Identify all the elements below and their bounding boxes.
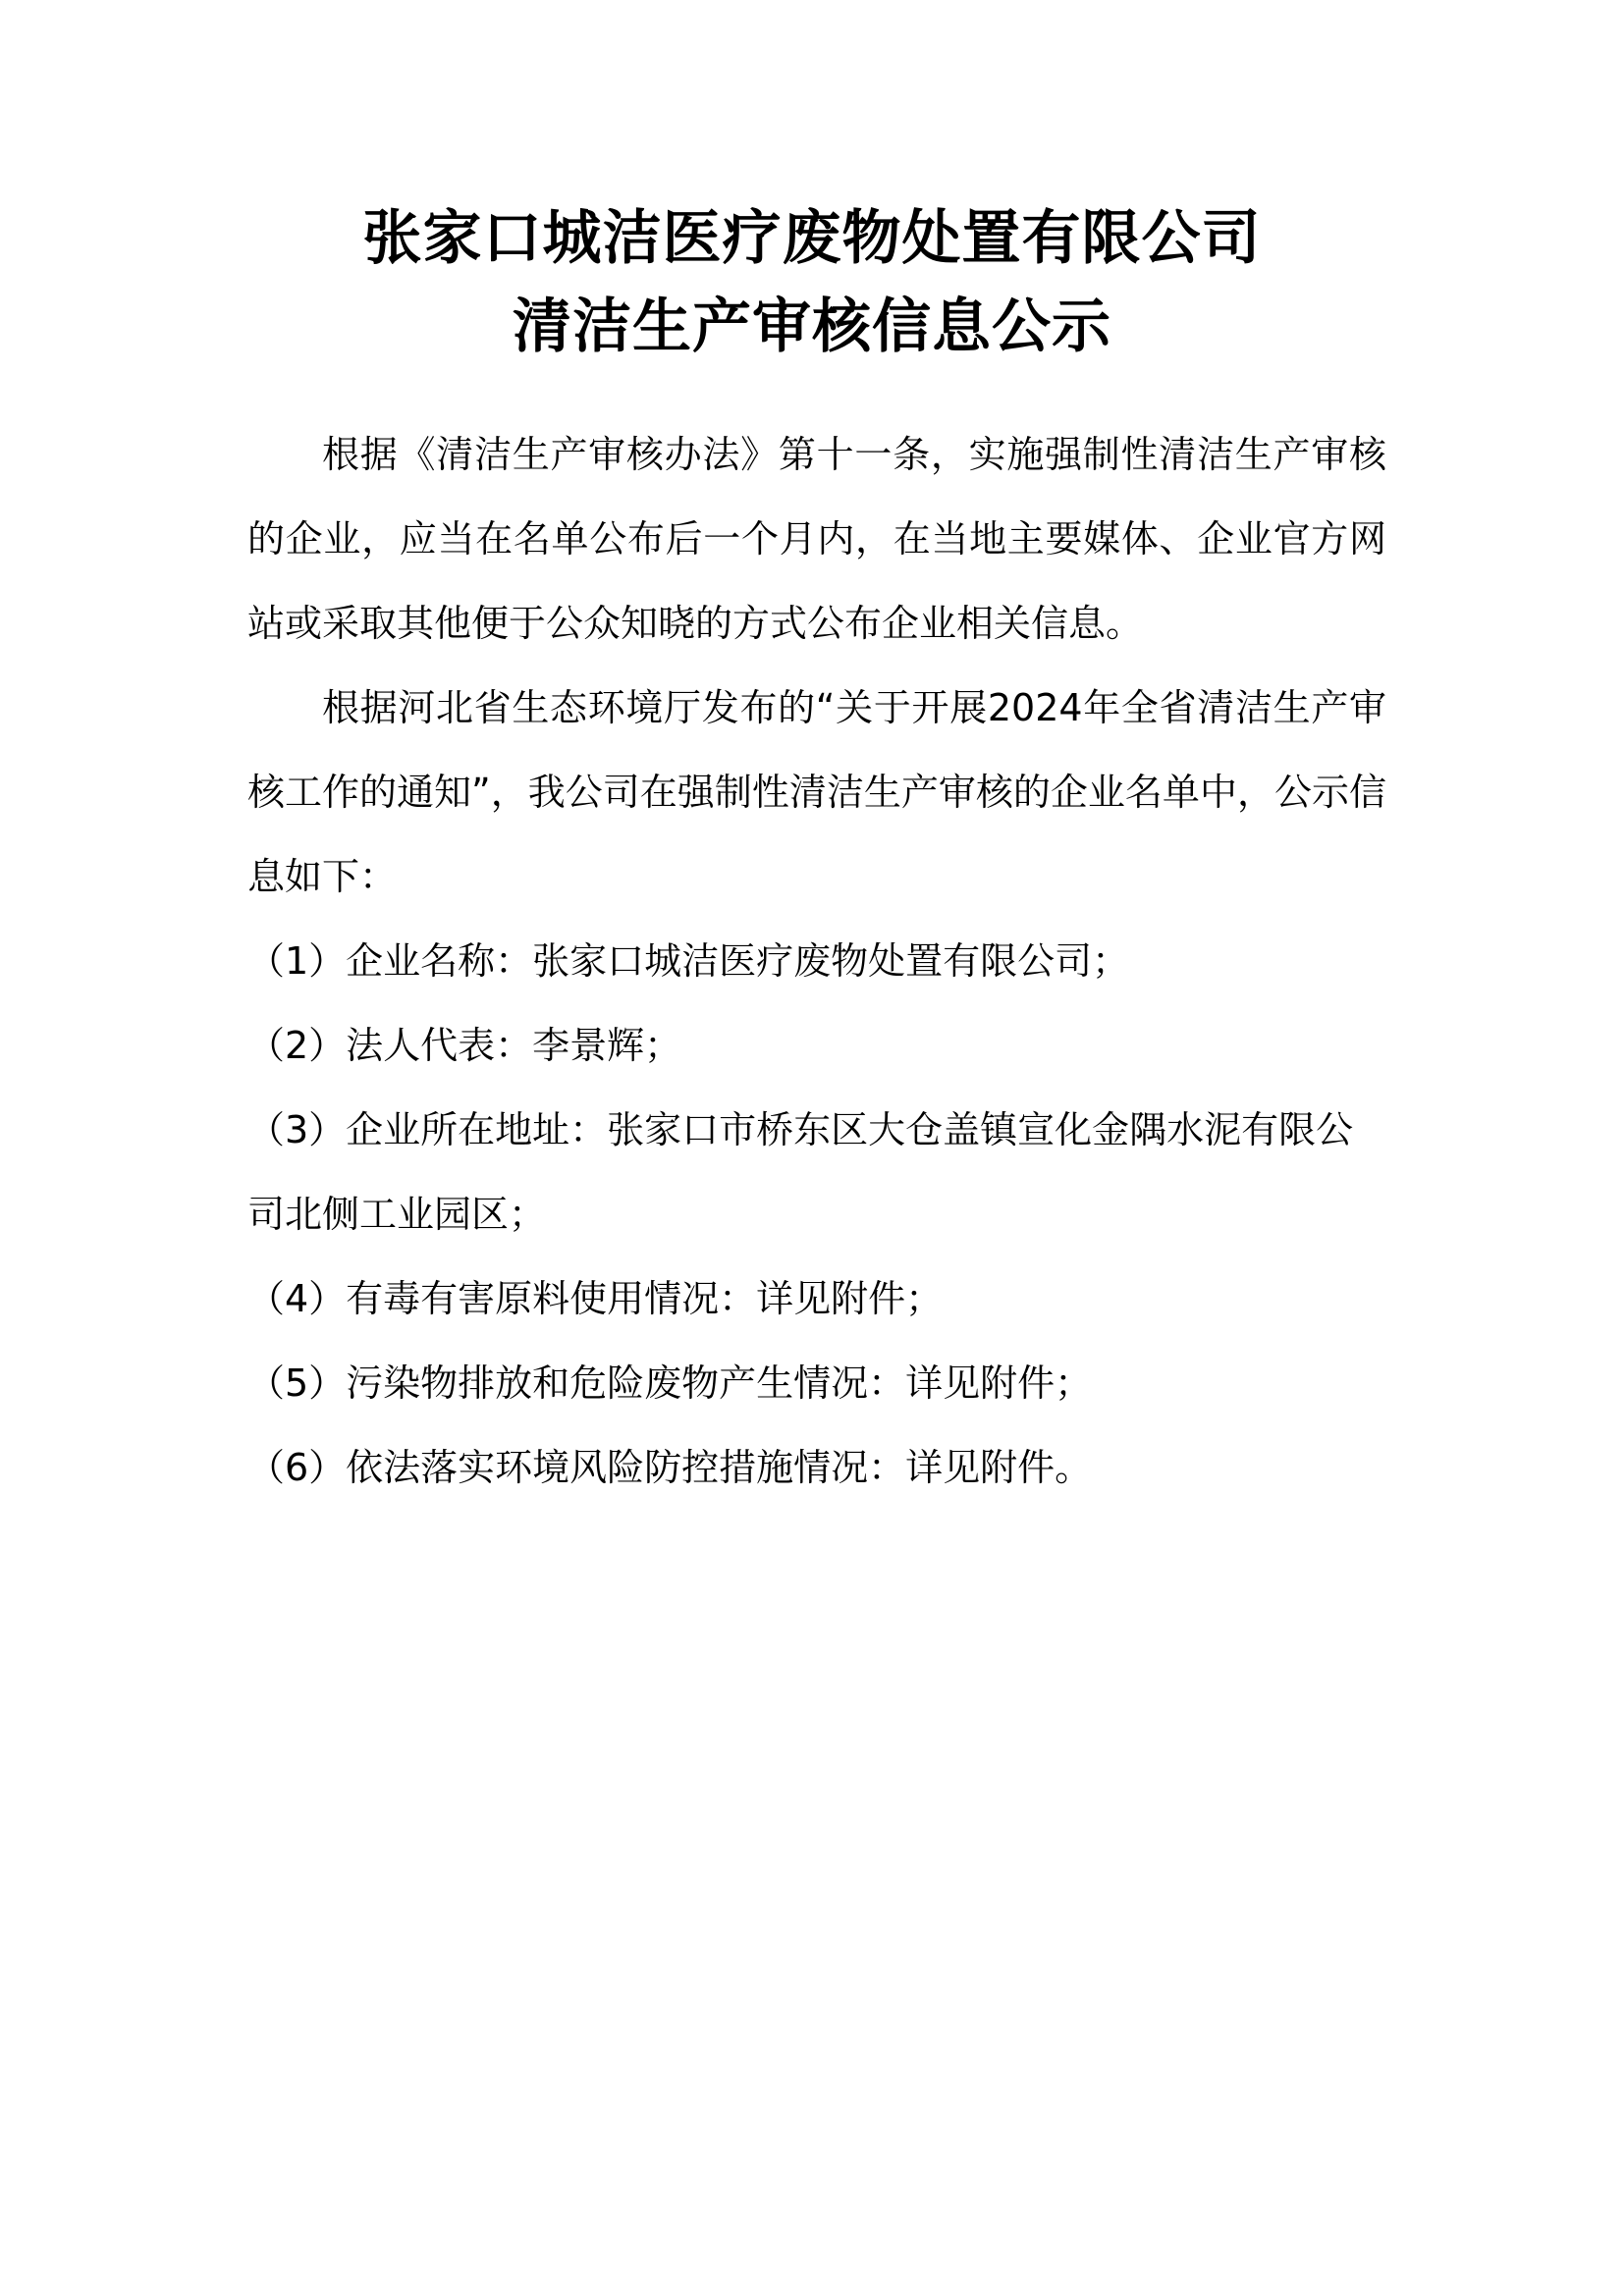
list-item-risk-control: （6）依法落实环境风险防控措施情况：详见附件。	[247, 1446, 1093, 1489]
paragraph-regulation: 根据《清洁生产审核办法》第十一条，实施强制性清洁生产审核的企业，应当在名单公布后一个月内，在当地主要媒体、企业官方网站或采取其他便于公众知晓的方式公布企业相关信息。	[247, 433, 1386, 645]
document-title-line2: 清洁生产审核信息公示	[513, 293, 1111, 361]
list-item-pollutant-emissions: （5）污染物排放和危险废物产生情况：详见附件；	[247, 1362, 1093, 1405]
list-item-toxic-materials: （4）有毒有害原料使用情况：详见附件；	[247, 1277, 944, 1320]
document-body	[247, 412, 1386, 1510]
document-title-line1: 张家口城洁医疗废物处置有限公司	[362, 204, 1262, 273]
list-item-legal-representative: （2）法人代表：李景辉；	[247, 1024, 682, 1067]
paragraph-notice: 根据河北省生态环境厅发布的“关于开展2024年全省清洁生产审核工作的通知”，我公司在强制性清洁生产审核的企业名单中，公示信息如下：	[247, 686, 1386, 898]
list-item-address: （3）企业所在地址：张家口市桥东区大仓盖镇宣化金隅水泥有限公司北侧工业园区；	[247, 1108, 1354, 1236]
list-item-company-name: （1）企业名称：张家口城洁医疗废物处置有限公司；	[247, 939, 1130, 983]
